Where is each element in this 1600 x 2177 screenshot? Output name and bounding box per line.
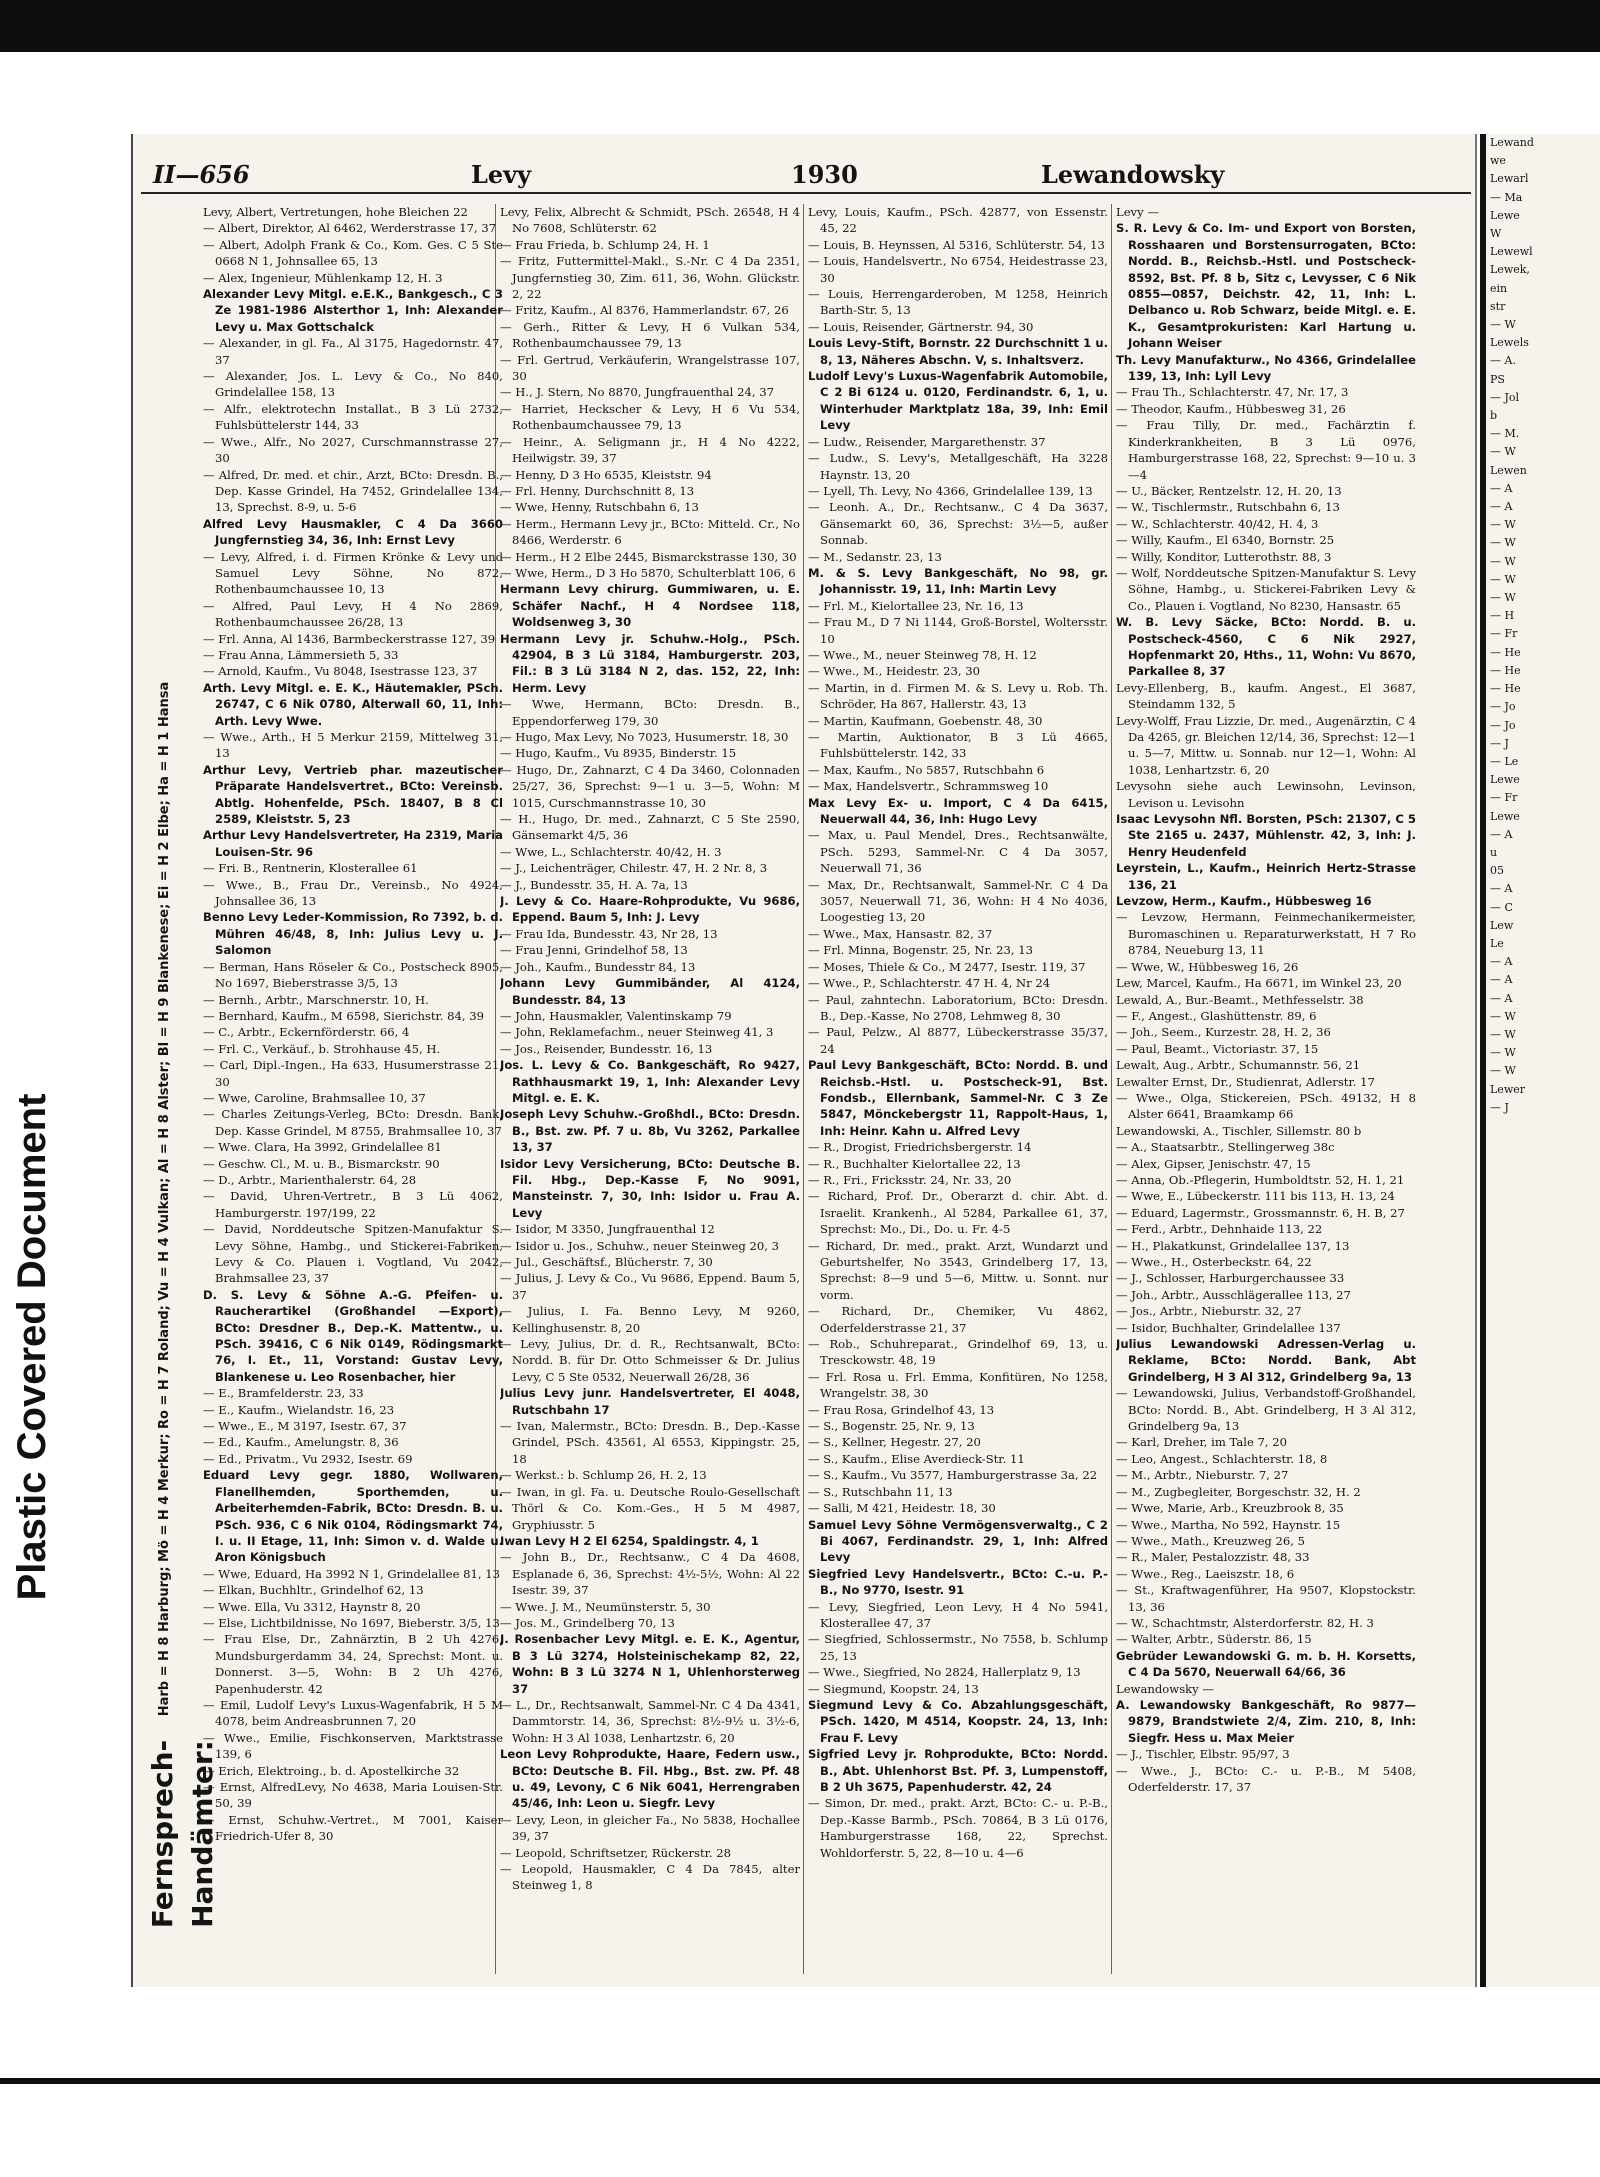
directory-entry: — Iwan, in gl. Fa. u. Deutsche Roulo-Gesellschaft Thörl & Co. Kom.-Ges., H 5 M 4987, Gryphiusstr. 5 bbox=[500, 1484, 800, 1532]
directory-entry: — Rob., Schuhreparat., Grindelhof 69, 13, u. Tresckowstr. 48, 19 bbox=[808, 1337, 1108, 1368]
directory-entry: — Martin, Kaufmann, Goebenstr. 48, 30 bbox=[808, 713, 1043, 728]
directory-entry: — Arnold, Kaufm., Vu 8048, Isestrasse 123, 37 bbox=[203, 664, 478, 679]
directory-entry: J. Rosenbacher Levy Mitgl. e. E. K., Agentur, B 3 Lü 3274, Holsteinischekamp 82, 22, Wohn: B 3 Lü 3274 N 1, Uhlenhorsterweg 37 bbox=[500, 1632, 800, 1696]
directory-entry: — John, Reklamefachm., neuer Steinweg 41, 3 bbox=[500, 1025, 774, 1040]
directory-entry: — U., Bäcker, Rentzelstr. 12, H. 20, 13 bbox=[1116, 483, 1342, 498]
column-divider bbox=[803, 204, 804, 1974]
directory-entry: — John, Hausmakler, Valentinskamp 79 bbox=[500, 1008, 732, 1023]
directory-entry: — Frau Else, Dr., Zahnärztin, B 2 Uh 4276, Mundsburgerdamm 34, 24, Sprechst: Mont. u. Donnerst. 3—5, Wohn: B 2 Uh 4276, Papenhuderstr. 42 bbox=[203, 1632, 503, 1696]
directory-entry: — Wwe., Math., Kreuzweg 26, 5 bbox=[1116, 1533, 1306, 1548]
adjacent-page-line: — A bbox=[1490, 973, 1513, 987]
adjacent-page-line: — Jo bbox=[1490, 700, 1516, 714]
directory-entry: — Wwe. Ella, Vu 3312, Haynstr 8, 20 bbox=[203, 1599, 421, 1614]
directory-entry: — Jos., Reisender, Bundesstr. 16, 13 bbox=[500, 1041, 713, 1056]
directory-entry: — Levy, Leon, in gleicher Fa., No 5838, Hochallee 39, 37 bbox=[500, 1812, 800, 1844]
directory-entry: Alfred Levy Hausmakler, C 4 Da 3660 Jungfernstieg 34, 36, Inh: Ernst Levy bbox=[203, 516, 503, 548]
directory-entry: — Frl. M., Kielortallee 23, Nr. 16, 13 bbox=[808, 598, 1024, 613]
adjacent-page-line: Lewer bbox=[1490, 1082, 1525, 1096]
directory-entry: Levy-Ellenberg, B., kaufm. Angest., El 3687, Steindamm 132, 5 bbox=[1116, 680, 1416, 712]
directory-entry: — St., Kraftwagenführer, Ha 9507, Klopstockstr. 13, 36 bbox=[1116, 1583, 1416, 1614]
directory-entry: — Frl. Rosa u. Frl. Emma, Konfitüren, No 1258, Wrangelstr. 38, 30 bbox=[808, 1369, 1108, 1401]
directory-entry: — J., Tischler, Elbstr. 95/97, 3 bbox=[1116, 1747, 1290, 1762]
directory-entry: — Max, Handelsvertr., Schrammsweg 10 bbox=[808, 779, 1049, 794]
column-2 bbox=[500, 204, 800, 1974]
directory-entry: — Max, Dr., Rechtsanwalt, Sammel-Nr. C 4 Da 3057, Neuerwall 71, 36, Wohn: H 4 No 4036, Loogestieg 13, 20 bbox=[808, 877, 1108, 925]
directory-entry: — Theodor, Kaufm., Hübbesweg 31, 26 bbox=[1116, 401, 1346, 416]
page-number: II—656 bbox=[153, 160, 250, 189]
adjacent-page-line: — He bbox=[1490, 663, 1521, 677]
directory-entry: — Wwe., Siegfried, No 2824, Hallerplatz 9, 13 bbox=[808, 1665, 1081, 1680]
directory-entry: Hermann Levy chirurg. Gummiwaren, u. E. Schäfer Nachf., H 4 Nordsee 118, Woldsenweg 3, 30 bbox=[500, 582, 800, 630]
header-right-word: Lewandowsky bbox=[1041, 160, 1225, 189]
directory-entry: — Leo, Angest., Schlachterstr. 18, 8 bbox=[1116, 1451, 1328, 1466]
adjacent-page-line: — W bbox=[1490, 572, 1516, 586]
directory-entry: Julius Lewandowski Adressen-Verlag u. Reklame, BCto: Nordd. Bank, Abt Grindelberg, H 3 Al 312, Grindelberg 9a, 13 bbox=[1116, 1337, 1416, 1384]
directory-entry: — Wwe., Emilie, Fischkonserven, Marktstrasse 139, 6 bbox=[203, 1730, 503, 1762]
adjacent-page-line: — C bbox=[1490, 900, 1513, 914]
directory-entry: — Alex, Ingenieur, Mühlenkamp 12, H. 3 bbox=[203, 270, 443, 285]
directory-entry: — Wwe. Clara, Ha 3992, Grindelallee 81 bbox=[203, 1140, 442, 1155]
adjacent-page-line: 05 bbox=[1490, 864, 1504, 878]
adjacent-page-line: — Fr bbox=[1490, 791, 1518, 805]
adjacent-page-line: — W bbox=[1490, 1046, 1516, 1060]
exchange-legend-title: Fernsprech-Handämter: bbox=[146, 1739, 219, 1929]
directory-entry: Th. Levy Manufakturw., No 4366, Grindelallee 139, 13, Inh: Lyll Levy bbox=[1116, 352, 1416, 384]
directory-entry: — Frau Frieda, b. Schlump 24, H. 1 bbox=[500, 237, 710, 252]
directory-entry: — Alexander, Jos. L. Levy & Co., No 840, Grindelallee 158, 13 bbox=[203, 369, 503, 400]
directory-entry: — Siegfried, Schlossermstr., No 7558, b. Schlump 25, 13 bbox=[808, 1632, 1108, 1663]
directory-entry: Lewandowsky — bbox=[1116, 1681, 1214, 1696]
adjacent-page-line: — J bbox=[1490, 736, 1509, 750]
directory-entry: — E., Bramfelderstr. 23, 33 bbox=[203, 1386, 364, 1401]
adjacent-page-line: — A bbox=[1490, 500, 1513, 514]
page-header bbox=[141, 158, 1471, 194]
directory-entry: — Julius, I. Fa. Benno Levy, M 9260, Kellinghusenstr. 8, 20 bbox=[500, 1304, 800, 1335]
directory-entry: — S., Kellner, Hegestr. 27, 20 bbox=[808, 1435, 981, 1450]
directory-entry: Siegmund Levy & Co. Abzahlungsgeschäft, PSch. 1420, M 4514, Koopstr. 24, 13, Inh: Frau F. Levy bbox=[808, 1697, 1108, 1745]
directory-entry: — John B., Dr., Rechtsanw., C 4 Da 4608, Esplanade 6, 36, Sprechst: 4½-5½, Wohn: Al 22 Isestr. 39, 37 bbox=[500, 1550, 800, 1598]
directory-entry: — Wwe., M., neuer Steinweg 78, H. 12 bbox=[808, 647, 1037, 662]
adjacent-page-line: — W bbox=[1490, 518, 1516, 532]
adjacent-page-line: — Jo bbox=[1490, 718, 1516, 732]
directory-entry: — Bernh., Arbtr., Marschnerstr. 10, H. bbox=[203, 992, 429, 1007]
column-divider bbox=[1111, 204, 1112, 1974]
directory-entry: — Leonh. A., Dr., Rechtsanw., C 4 Da 3637, Gänsemarkt 60, 36, Sprechst: 3½—5, außer Sonnab. bbox=[808, 500, 1108, 548]
adjacent-page-line: — M. bbox=[1490, 427, 1520, 441]
adjacent-page-line: — H bbox=[1490, 609, 1515, 623]
directory-entry: — Herm., H 2 Elbe 2445, Bismarckstrasse 130, 30 bbox=[500, 549, 797, 564]
directory-entry: — R., Fri., Fricksstr. 24, Nr. 33, 20 bbox=[808, 1172, 1012, 1187]
directory-entry: — Levzow, Hermann, Feinmechanikermeister, Buromaschinen u. Reparaturwerkstatt, H 7 Ro 8784, Neueburg 13, 11 bbox=[1116, 910, 1416, 958]
adjacent-page-line: — A bbox=[1490, 882, 1513, 896]
directory-entry: A. Lewandowsky Bankgeschäft, Ro 9877—9879, Brandstwiete 2/4, Zim. 210, 8, Inh: Siegfr. Hess u. Max Meier bbox=[1116, 1697, 1416, 1745]
directory-entry: — Fritz, Kaufm., Al 8376, Hammerlandstr. 67, 26 bbox=[500, 303, 789, 318]
directory-entry: — Wwe., Reg., Laeiszstr. 18, 6 bbox=[1116, 1566, 1295, 1581]
adjacent-page-line: — Fr bbox=[1490, 627, 1518, 641]
directory-entry: Lewandowski, A., Tischler, Sillemstr. 80 b bbox=[1116, 1123, 1362, 1138]
directory-entry: — Bernhard, Kaufm., M 6598, Sierichstr. 84, 39 bbox=[203, 1008, 485, 1023]
directory-entry: — Wwe., E., M 3197, Isestr. 67, 37 bbox=[203, 1419, 407, 1434]
directory-entry: — S., Bogenstr. 25, Nr. 9, 13 bbox=[808, 1419, 975, 1434]
directory-entry: — Wwe, Marie, Arb., Kreuzbrook 8, 35 bbox=[1116, 1501, 1344, 1516]
directory-entry: — Isidor, Buchhalter, Grindelallee 137 bbox=[1116, 1320, 1341, 1335]
adjacent-page-line: — W bbox=[1490, 445, 1516, 459]
exchange-legend: Harb = H 8 Harburg; Mö = H 4 Merkur; Ro = H 7 Roland; Vu = H 4 Vulkan; Al = H 8 Alster; Bl = H 9 Blankenese; Ei = H 2 Elbe; Ha = H 1 Hansa bbox=[157, 681, 172, 1717]
adjacent-page-line: — W bbox=[1490, 318, 1516, 332]
column-4 bbox=[1116, 204, 1416, 1974]
directory-entry: — Ernst, AlfredLevy, No 4638, Maria Louisen-Str. 50, 39 bbox=[203, 1780, 503, 1811]
directory-entry: — D., Arbtr., Marienthalerstr. 64, 28 bbox=[203, 1172, 417, 1187]
directory-entry: — Anna, Ob.-Pflegerin, Humboldtstr. 52, H. 1, 21 bbox=[1116, 1172, 1405, 1187]
directory-entry: — Gerh., Ritter & Levy, H 6 Vulkan 534, Rothenbaumchaussee 79, 13 bbox=[500, 319, 800, 351]
adjacent-page-line: — A. bbox=[1490, 354, 1516, 368]
adjacent-page-line: b bbox=[1490, 409, 1498, 423]
directory-entry: Lewald, A., Bur.-Beamt., Methfesselstr. 38 bbox=[1116, 992, 1364, 1007]
directory-entry: Levy-Wolff, Frau Lizzie, Dr. med., Augenärztin, C 4 Da 4265, gr. Bleichen 12/14, 36, Sprechst: 12—1 u. 5—7, Mittw. u. Sonnab. nur 12—1, Wohn: Al 1038, Lenhartzstr. 6, 20 bbox=[1116, 713, 1416, 777]
directory-entry: — Isidor u. Jos., Schuhw., neuer Steinweg 20, 3 bbox=[500, 1238, 779, 1253]
directory-entry: Paul Levy Bankgeschäft, BCto: Nordd. B. und Reichsb.-Hstl. u. Postscheck-91, Bst. Fondsb., Ellernbank, Sammel-Nr. C 3 Ze 5847, Mönckebergstr 11, Rappolt-Haus, 1, Inh: Heinr. Kahn u. Alfred Levy bbox=[808, 1058, 1108, 1138]
adjacent-page-line: Lew bbox=[1490, 918, 1514, 932]
directory-entry: — Wwe., H., Osterbeckstr. 64, 22 bbox=[1116, 1255, 1312, 1269]
adjacent-page-line: — A bbox=[1490, 827, 1513, 841]
directory-entry: — Levy, Siegfried, Leon Levy, H 4 No 5941, Klosterallee 47, 37 bbox=[808, 1599, 1108, 1630]
directory-entry: — Joh., Kaufm., Bundesstr 84, 13 bbox=[500, 959, 696, 974]
adjacent-page-line: Le bbox=[1490, 936, 1504, 950]
directory-entry: — Martin, Auktionator, B 3 Lü 4665, Fuhlsbüttelerstr. 142, 33 bbox=[808, 730, 1108, 761]
directory-entry: Hermann Levy jr. Schuhw.-Holg., PSch. 42904, B 3 Lü 3184, Hamburgerstr. 203, Fil.: B 3 Lü 3184 N 2, das. 152, 22, Inh: Herm. Levy bbox=[500, 631, 800, 695]
directory-entry: — Louis, Reisender, Gärtnerstr. 94, 30 bbox=[808, 319, 1034, 334]
directory-entry: — Charles Zeitungs-Verleg, BCto: Dresdn. Bank, Dep. Kasse Grindel, M 8755, Brahmsallee 10, 37 bbox=[203, 1107, 503, 1138]
directory-entry: Jos. L. Levy & Co. Bankgeschäft, Ro 9427, Rathhausmarkt 19, 1, Inh: Alexander Levy Mitgl. e. E. K. bbox=[500, 1058, 800, 1105]
directory-entry: — Frau Anna, Lämmersieth 5, 33 bbox=[203, 647, 399, 662]
directory-entry: — C., Arbtr., Eckernförderstr. 66, 4 bbox=[203, 1025, 410, 1040]
directory-entry: — Wwe., M., Heidestr. 23, 30 bbox=[808, 664, 981, 679]
directory-entry: Arth. Levy Mitgl. e. E. K., Häutemakler, PSch. 26747, C 6 Nik 0780, Alterwall 60, 11, Inh: Arth. Levy Wwe. bbox=[203, 680, 503, 728]
adjacent-page-line: ein bbox=[1490, 281, 1508, 295]
adjacent-page-line: — W bbox=[1490, 536, 1516, 550]
directory-entry: Levysohn siehe auch Lewinsohn, Levinson, Levison u. Levisohn bbox=[1116, 779, 1416, 810]
directory-entry: — Richard, Dr., Chemiker, Vu 4862, Oderfelderstrasse 21, 37 bbox=[808, 1304, 1108, 1335]
adjacent-page-line: — He bbox=[1490, 645, 1521, 659]
directory-entry: Isaac Levysohn Nfl. Borsten, PSch: 21307, C 5 Ste 2165 u. 2437, Mühlenstr. 42, 3, Inh: J. Henry Heudenfeld bbox=[1116, 812, 1416, 859]
adjacent-page-line: Lewe bbox=[1490, 773, 1520, 787]
directory-entry: Alexander Levy Mitgl. e.E.K., Bankgesch., C 3 Ze 1981-1986 Alsterthor 1, Inh: Alexander Levy u. Max Gottschalck bbox=[203, 287, 503, 334]
directory-entry: — Max, u. Paul Mendel, Dres., Rechtsanwälte, PSch. 5293, Sammel-Nr. C 4 Da 3057, Neuerwall 71, 36 bbox=[808, 828, 1108, 876]
directory-entry: — Max, Kaufm., No 5857, Rutschbahn 6 bbox=[808, 762, 1045, 777]
header-left-word: Levy bbox=[471, 160, 532, 189]
adjacent-page-line: — W bbox=[1490, 554, 1516, 568]
directory-entry: Leon Levy Rohprodukte, Haare, Federn usw., BCto: Deutsche B. Fil. Hbg., Bst. zw. Pf. 48 u. 49, Levony, C 6 Nik 6041, Herrengraben 45/46, Inh: Leon u. Siegfr. Levy bbox=[500, 1747, 800, 1811]
directory-entry: — Wwe., B., Frau Dr., Vereinsb., No 4924, Johnsallee 36, 13 bbox=[203, 877, 503, 909]
exchange-legend-strip bbox=[135, 484, 219, 1964]
directory-entry: — Eduard, Lagermstr., Grossmannstr. 6, H. B, 27 bbox=[1116, 1205, 1405, 1220]
directory-entry: — Siegmund, Koopstr. 24, 13 bbox=[808, 1681, 979, 1696]
directory-entry: — Joh., Arbtr., Ausschlägerallee 113, 27 bbox=[1116, 1287, 1351, 1302]
directory-entry: — Wwe, W., Hübbesweg 16, 26 bbox=[1116, 959, 1299, 974]
directory-entry: Gebrüder Lewandowski G. m. b. H. Korsetts, C 4 Da 5670, Neuerwall 64/66, 36 bbox=[1116, 1648, 1416, 1680]
directory-entry: — Wwe., Olga, Stickereien, PSch. 49132, H 8 Alster 6641, Braamkamp 66 bbox=[1116, 1090, 1416, 1122]
directory-entry: Sigfried Levy jr. Rohprodukte, BCto: Nordd. B., Abt. Uhlenhorst Bst. Pf. 3, Lumpenstoff, B 2 Uh 3675, Papenhuderstr. 42, 24 bbox=[808, 1747, 1108, 1794]
adjacent-page-line: — Ma bbox=[1490, 190, 1523, 204]
directory-entry: — Leopold, Hausmakler, C 4 Da 7845, alter Steinweg 1, 8 bbox=[500, 1862, 800, 1893]
directory-entry: — Hugo, Kaufm., Vu 8935, Binderstr. 15 bbox=[500, 746, 737, 761]
directory-entry: — Hugo, Dr., Zahnarzt, C 4 Da 3460, Colonnaden 25/27, 36, Sprechst: 9—1 u. 3—5, Wohn: M 1015, Curschmannstrasse 10, 30 bbox=[500, 762, 800, 810]
directory-entry: — Wwe, Henny, Rutschbahn 6, 13 bbox=[500, 500, 699, 515]
directory-entry: — Wwe, Caroline, Brahmsallee 10, 37 bbox=[203, 1090, 426, 1105]
directory-entry: — W., Schachtmstr, Alsterdorferstr. 82, H. 3 bbox=[1116, 1615, 1374, 1630]
directory-entry: — Carl, Dipl.-Ingen., Ha 633, Husumerstrasse 21, 30 bbox=[203, 1058, 503, 1089]
directory-entry: — Ed., Privatm., Vu 2932, Isestr. 69 bbox=[203, 1451, 413, 1466]
directory-entry: — H., Plakatkunst, Grindelallee 137, 13 bbox=[1116, 1238, 1350, 1253]
directory-entry: Lew, Marcel, Kaufm., Ha 6671, im Winkel 23, 20 bbox=[1116, 976, 1402, 991]
directory-entry: — Louis, Herrengarderoben, M 1258, Heinrich Barth-Str. 5, 13 bbox=[808, 287, 1108, 318]
directory-entry: — Wwe., J., BCto: C.- u. P.-B., M 5408, Oderfelderstr. 17, 37 bbox=[1116, 1763, 1416, 1794]
adjacent-page-line: u bbox=[1490, 845, 1498, 859]
directory-entry: — H., J. Stern, No 8870, Jungfrauenthal 24, 37 bbox=[500, 385, 774, 400]
directory-entry: — M., Sedanstr. 23, 13 bbox=[808, 549, 942, 564]
directory-entry: Isidor Levy Versicherung, BCto: Deutsche B. Fil. Hbg., Dep.-Kasse F, No 9091, Mansteinstr. 7, 30, Inh: Isidor u. Frau A. Levy bbox=[500, 1156, 800, 1220]
directory-entry: Arthur Levy, Vertrieb phar. mazeutischer Präparate Handelsvertret., BCto: Vereinsb. Abtlg. Hohenfelde, PSch. 18407, B 8 Cl 2589, Kleiststr. 5, 23 bbox=[203, 762, 503, 827]
directory-entry: — Heinr., A. Seligmann jr., H 4 No 4222, Heilwigstr. 39, 37 bbox=[500, 434, 800, 466]
directory-entry: — Wwe., Arth., H 5 Merkur 2159, Mittelweg 31, 13 bbox=[203, 730, 503, 761]
directory-entry: — S., Kaufm., Elise Averdieck-Str. 11 bbox=[808, 1451, 1025, 1466]
directory-entry: — Else, Lichtbildnisse, No 1697, Bieberstr. 3/5, 13 bbox=[203, 1615, 500, 1630]
directory-entry: S. R. Levy & Co. Im- und Export von Borsten, Rosshaaren und Borstensurrogaten, BCto: Nordd. B., Reichsb.-Hstl. und Postscheck-8592, Bst. Pf. 8 b, Sitz c, Levysser, C 6 Nik 0855—0857, Deichstr. 42, 11, Inh: L. Delbanco u. Rob Schwarz, beide Mitgl. e. E. K., Gesamtprokuristen: Karl Hartung u. Johann Weiser bbox=[1116, 221, 1416, 351]
directory-entry: — Harriet, Heckscher & Levy, H 6 Vu 534, Rothenbaumchaussee 79, 13 bbox=[500, 401, 800, 433]
directory-page bbox=[131, 134, 1475, 1987]
directory-entry: Joseph Levy Schuhw.-Großhdl., BCto: Dresdn. B., Bst. zw. Pf. 7 u. 8b, Vu 3262, Parkallee 13, 37 bbox=[500, 1107, 800, 1155]
directory-entry: Samuel Levy Söhne Vermögensverwaltg., C 2 Bi 4067, Ferdinandstr. 29, 1, Inh: Alfred Levy bbox=[808, 1517, 1108, 1565]
scan-bottom-border bbox=[0, 2078, 1600, 2084]
directory-entry: — Ferd., Arbtr., Dehnhaide 113, 22 bbox=[1116, 1222, 1323, 1237]
adjacent-page-line: Lewe bbox=[1490, 208, 1520, 222]
adjacent-page-line: — W bbox=[1490, 1027, 1516, 1041]
directory-entry: — Ed., Kaufm., Amelungstr. 8, 36 bbox=[203, 1435, 399, 1450]
adjacent-page-line: Lewels bbox=[1490, 336, 1529, 350]
directory-entry: Siegfried Levy Handelsvertr., BCto: C.-u. P.-B., No 9770, Isestr. 91 bbox=[808, 1566, 1108, 1598]
directory-entry: — M., Arbtr., Nieburstr. 7, 27 bbox=[1116, 1468, 1289, 1483]
directory-entry: — Julius, J. Levy & Co., Vu 9686, Eppend. Baum 5, 37 bbox=[500, 1271, 800, 1302]
adjacent-page-line: — He bbox=[1490, 682, 1521, 696]
directory-entry: — Willy, Kaufm., El 6340, Bornstr. 25 bbox=[1116, 533, 1335, 548]
directory-entry: — E., Kaufm., Wielandstr. 16, 23 bbox=[203, 1402, 395, 1417]
adjacent-page-line: we bbox=[1490, 154, 1506, 168]
adjacent-page-line: — W bbox=[1490, 591, 1516, 605]
directory-entry: — Wwe, Eduard, Ha 3992 N 1, Grindelallee 81, 13 bbox=[203, 1566, 501, 1581]
header-year: 1930 bbox=[791, 160, 858, 189]
directory-entry: — R., Buchhalter Kielortallee 22, 13 bbox=[808, 1156, 1021, 1171]
directory-entry: — David, Norddeutsche Spitzen-Manufaktur S. Levy Söhne, Hambg., und Stickerei-Fabriken, Levy & Co. Plauen i. Vogtland, Vu 2042, Brahmsallee 23, 37 bbox=[203, 1222, 503, 1286]
adjacent-page-line: — A bbox=[1490, 481, 1513, 495]
directory-entry: D. S. Levy & Söhne A.-G. Pfeifen- u. Raucherartikel (Großhandel —Export), BCto: Dresdner B., Dep.-K. Mattentw., u. PSch. 39416, C 6 Nik 0149, Rödingsmarkt 76, I. Et., 11, Vorstand: Gustav Levy, Blankenese u. Leo Rosenbacher, hier bbox=[203, 1287, 503, 1384]
directory-entry: — J., Bundesstr. 35, H. A. 7a, 13 bbox=[500, 877, 688, 892]
directory-entry: Lewalter Ernst, Dr., Studienrat, Adlerstr. 17 bbox=[1116, 1074, 1375, 1089]
directory-entry: Julius Levy junr. Handelsvertreter, El 4048, Rutschbahn 17 bbox=[500, 1386, 800, 1417]
adjacent-page-line: PS bbox=[1490, 372, 1505, 386]
directory-entry: — A., Staatsarbtr., Stellingerweg 38c bbox=[1116, 1140, 1335, 1155]
directory-entry: — Werkst.: b. Schlump 26, H. 2, 13 bbox=[500, 1468, 707, 1483]
adjacent-page-line: — A bbox=[1490, 991, 1513, 1005]
adjacent-page-line: Lewewl bbox=[1490, 245, 1533, 259]
directory-entry: — Frau Th., Schlachterstr. 47, Nr. 17, 3 bbox=[1116, 385, 1349, 400]
directory-entry: — Wwe, Hermann, BCto: Dresdn. B., Eppendorferweg 179, 30 bbox=[500, 697, 800, 728]
adjacent-page-line: Lewe bbox=[1490, 809, 1520, 823]
directory-entry: — Frau Rosa, Grindelhof 43, 13 bbox=[808, 1402, 995, 1417]
adjacent-page-line: Lewand bbox=[1490, 136, 1534, 149]
directory-entry: Leyrstein, L., Kaufm., Heinrich Hertz-Strasse 136, 21 bbox=[1116, 861, 1416, 892]
directory-entry: — Jul., Geschäftsf., Blücherstr. 7, 30 bbox=[500, 1255, 713, 1269]
directory-entry: — Albert, Direktor, Al 6462, Werderstrasse 17, 37 bbox=[203, 221, 497, 236]
directory-entry: — Alex, Gipser, Jenischstr. 47, 15 bbox=[1116, 1156, 1311, 1171]
adjacent-page-line: — W bbox=[1490, 1064, 1516, 1078]
directory-entry: Louis Levy-Stift, Bornstr. 22 Durchschnitt 1 u. 8, 13, Näheres Abschn. V, s. Inhaltsverz. bbox=[808, 336, 1108, 367]
directory-entry: — J., Schlosser, Harburgerchaussee 33 bbox=[1116, 1271, 1345, 1286]
directory-entry: — Jos., Arbtr., Nieburstr. 32, 27 bbox=[1116, 1304, 1302, 1319]
adjacent-page-line: — A bbox=[1490, 955, 1513, 969]
directory-entry: — Martin, in d. Firmen M. & S. Levy u. Rob. Th. Schröder, Ha 867, Hallerstr. 43, 13 bbox=[808, 680, 1108, 712]
directory-entry: — Albert, Adolph Frank & Co., Kom. Ges. C 5 Ste 0668 N 1, Johnsallee 65, 13 bbox=[203, 237, 503, 269]
directory-entry: — Herm., Hermann Levy jr., BCto: Mitteld. Cr., No 8466, Werderstr. 6 bbox=[500, 516, 800, 548]
directory-entry: Levy, Albert, Vertretungen, hohe Bleichen 22 bbox=[203, 205, 468, 219]
adjacent-page-line: W bbox=[1490, 227, 1502, 241]
directory-entry: Eduard Levy gegr. 1880, Wollwaren, Flanellhemden, Sporthemden, u. Arbeiterhemden-Fabrik, BCto: Dresdn. B. u. PSch. 936, C 6 Nik 0104, Rödingsmarkt 74, I. u. II Etage, 11, Inh: Simon v. d. Walde u. Aron Königsbuch bbox=[203, 1468, 503, 1565]
directory-entry: — Frau Ida, Bundesstr. 43, Nr 28, 13 bbox=[500, 926, 718, 941]
adjacent-page-line: — J bbox=[1490, 1100, 1509, 1114]
directory-entry: — Wwe., P., Schlachterstr. 47 H. 4, Nr 24 bbox=[808, 976, 1051, 991]
directory-entry: W. B. Levy Säcke, BCto: Nordd. B. u. Postscheck-4560, C 6 Nik 2927, Hopfenmarkt 20, Hths., 11, Wohn: Vu 8670, Parkallee 8, 37 bbox=[1116, 615, 1416, 679]
directory-entry: — Hugo, Max Levy, No 7023, Husumerstr. 18, 30 bbox=[500, 730, 789, 744]
directory-entry: — Frl. Gertrud, Verkäuferin, Wrangelstrasse 107, 30 bbox=[500, 352, 800, 384]
column-3 bbox=[808, 204, 1108, 1974]
directory-entry: — David, Uhren-Vertretr., B 3 Lü 4062, Hamburgerstr. 197/199, 22 bbox=[203, 1189, 503, 1220]
directory-entry: — Alfr., elektrotechn Installat., B 3 Lü 2732, Fuhlsbüttelerstr 144, 33 bbox=[203, 401, 503, 433]
adjacent-page-line: — Jol bbox=[1490, 390, 1520, 404]
directory-entry: Max Levy Ex- u. Import, C 4 Da 6415, Neuerwall 44, 36, Inh: Hugo Levy bbox=[808, 795, 1108, 827]
directory-entry: Iwan Levy H 2 El 6254, Spaldingstr. 4, 1 bbox=[500, 1533, 759, 1548]
directory-entry: — Frau Jenni, Grindelhof 58, 13 bbox=[500, 943, 688, 958]
directory-entry: — Joh., Seem., Kurzestr. 28, H. 2, 36 bbox=[1116, 1025, 1331, 1040]
scan-top-border bbox=[0, 0, 1600, 52]
directory-entry: — M., Zugbegleiter, Borgeschstr. 32, H. 2 bbox=[1116, 1484, 1361, 1499]
directory-entry: — Frl. Anna, Al 1436, Barmbeckerstrasse 127, 39 bbox=[203, 631, 496, 646]
directory-entry: — Frl. Henny, Durchschnitt 8, 13 bbox=[500, 483, 695, 498]
directory-entry: — Frl. Minna, Bogenstr. 25, Nr. 23, 13 bbox=[808, 943, 1034, 958]
directory-entry: — R., Maler, Pestalozzistr. 48, 33 bbox=[1116, 1550, 1310, 1565]
directory-entry: — Ernst, Schuhw.-Vertret., M 7001, Kaiser Friedrich-Ufer 8, 30 bbox=[203, 1812, 503, 1844]
directory-entry: — Richard, Prof. Dr., Oberarzt d. chir. Abt. d. Israelit. Krankenh., Al 5284, Parkallee 61, 37, Sprechst: Mo., Di., Do. u. Fr. 4-5 bbox=[808, 1189, 1108, 1237]
directory-entry: — Wwe, E., Lübeckerstr. 111 bis 113, H. 13, 24 bbox=[1116, 1189, 1395, 1204]
directory-entry: — L., Dr., Rechtsanwalt, Sammel-Nr. C 4 Da 4341, Dammtorstr. 14, 36, Sprechst: 8½-9½ u. 3½-6, Wohn: H 3 Al 1038, Lenhartzstr. 6, 20 bbox=[500, 1697, 800, 1745]
directory-entry: — Leopold, Schriftsetzer, Rückerstr. 28 bbox=[500, 1845, 732, 1860]
directory-entry: — Fritz, Futtermittel-Makl., S.-Nr. C 4 Da 2351, Jungfernstieg 30, Zim. 611, 36, Wohn. Glückstr. 2, 22 bbox=[500, 254, 800, 302]
adjacent-page-line: str bbox=[1490, 299, 1506, 313]
directory-entry: — Lewandowski, Julius, Verbandstoff-Großhandel, BCto: Nordd. B., Abt. Grindelberg, H 3 Al 312, Grindelberg 9a, 13 bbox=[1116, 1386, 1416, 1434]
directory-entry: — Richard, Dr. med., prakt. Arzt, Wundarzt und Geburtshelfer, No 3543, Grindelberg 17, 13, Sprechst: 8—9 und 5—6, Mittw. u. Sonnt. nur vorm. bbox=[808, 1238, 1108, 1302]
directory-entry: — Wolf, Norddeutsche Spitzen-Manufaktur S. Levy Söhne, Hambg., u. Stickerei-Fabriken Levy & Co., Plauen i. Vogtland, No 8230, Hansastr. 65 bbox=[1116, 565, 1416, 613]
directory-entry: — Jos. M., Grindelberg 70, 13 bbox=[500, 1615, 675, 1630]
column-1 bbox=[203, 204, 503, 1974]
directory-entry: — Frau M., D 7 Ni 1144, Groß-Borstel, Woltersstr. 10 bbox=[808, 615, 1108, 646]
directory-entry: — Fri. B., Rentnerin, Klosterallee 61 bbox=[203, 861, 418, 876]
adjacent-page-line: Lewek, bbox=[1490, 263, 1530, 277]
directory-entry: — Wwe, Herm., D 3 Ho 5870, Schulterblatt 106, 6 bbox=[500, 565, 796, 580]
directory-entry: — W., Schlachterstr. 40/42, H. 4, 3 bbox=[1116, 516, 1319, 531]
directory-entry: — Geschw. Cl., M. u. B., Bismarckstr. 90 bbox=[203, 1156, 440, 1171]
directory-entry: Johann Levy Gummibänder, Al 4124, Bundesstr. 84, 13 bbox=[500, 976, 800, 1007]
directory-entry: — S., Kaufm., Vu 3577, Hamburgerstrasse 3a, 22 bbox=[808, 1468, 1098, 1483]
directory-entry: — Emil, Ludolf Levy's Luxus-Wagenfabrik, H 5 M 4078, beim Andreasbrunnen 7, 20 bbox=[203, 1697, 503, 1729]
directory-entry: — R., Drogist, Friedrichsbergerstr. 14 bbox=[808, 1140, 1032, 1155]
directory-entry: — Elkan, Buchhltr., Grindelhof 62, 13 bbox=[203, 1583, 424, 1598]
directory-entry: — Berman, Hans Röseler & Co., Postscheck 8905, No 1697, Bieberstrasse 3/5, 13 bbox=[203, 959, 503, 991]
directory-entry: — Louis, Handelsvertr., No 6754, Heidestrasse 23, 30 bbox=[808, 254, 1108, 285]
directory-entry: Levzow, Herm., Kaufm., Hübbesweg 16 bbox=[1116, 894, 1372, 909]
directory-entry: — Louis, B. Heynssen, Al 5316, Schlüterstr. 54, 13 bbox=[808, 237, 1105, 252]
directory-entry: — Simon, Dr. med., prakt. Arzt, BCto: C.- u. P.-B., Dep.-Kasse Barmb., PSch. 70864, B 3 Lü 0176, Hamburgerstrasse 168, 22, Sprechst. Wohldorferstr. 5, 22, 8—10 u. 4—6 bbox=[808, 1796, 1108, 1860]
directory-entry: — Lyell, Th. Levy, No 4366, Grindelallee 139, 13 bbox=[808, 483, 1093, 498]
directory-entry: J. Levy & Co. Haare-Rohprodukte, Vu 9686, Eppend. Baum 5, Inh: J. Levy bbox=[500, 894, 800, 925]
directory-entry: Benno Levy Leder-Kommission, Ro 7392, b. d. Mühren 46/48, 8, Inh: Julius Levy u. J. Salomon bbox=[203, 910, 503, 958]
directory-entry: — Wwe., Max, Hansastr. 82, 37 bbox=[808, 926, 993, 941]
directory-entry: — Wwe., Alfr., No 2027, Curschmannstrasse 27, 30 bbox=[203, 434, 503, 466]
directory-entry: — Henny, D 3 Ho 6535, Kleiststr. 94 bbox=[500, 467, 712, 482]
adjacent-page-line: — W bbox=[1490, 1009, 1516, 1023]
adjacent-page-line: Lewarl bbox=[1490, 172, 1529, 186]
directory-entry: — Wwe., Martha, No 592, Haynstr. 15 bbox=[1116, 1517, 1341, 1532]
directory-entry: — Paul, Beamt., Victoriastr. 37, 15 bbox=[1116, 1041, 1319, 1056]
directory-entry: — F., Angest., Glashüttenstr. 89, 6 bbox=[1116, 1008, 1317, 1023]
directory-entry: — Paul, Pelzw., Al 8877, Lübeckerstrasse 35/37, 24 bbox=[808, 1025, 1108, 1056]
directory-entry: Levy — bbox=[1116, 205, 1159, 219]
directory-entry: Levy, Felix, Albrecht & Schmidt, PSch. 26548, H 4 No 7608, Schlüterstr. 62 bbox=[500, 205, 800, 236]
directory-entry: — Ivan, Malermstr., BCto: Dresdn. B., Dep.-Kasse Grindel, PSch. 43561, Al 6553, Kippingstr. 25, 18 bbox=[500, 1419, 800, 1466]
directory-entry: — Willy, Konditor, Lutterothstr. 88, 3 bbox=[1116, 549, 1332, 564]
directory-entry: — H., Hugo, Dr. med., Zahnarzt, C 5 Ste 2590, Gänsemarkt 4/5, 36 bbox=[500, 812, 800, 843]
directory-entry: — W., Tischlermstr., Rutschbahn 6, 13 bbox=[1116, 500, 1340, 515]
directory-entry: — Frau Tilly, Dr. med., Fachärztin f. Kinderkrankheiten, B 3 Lü 0976, Hamburgerstrasse 168, 22, Sprechst: 9—10 u. 3—4 bbox=[1116, 418, 1416, 482]
directory-entry: — Ludw., Reisender, Margarethenstr. 37 bbox=[808, 434, 1046, 449]
directory-entry: Arthur Levy Handelsvertreter, Ha 2319, Maria Louisen-Str. 96 bbox=[203, 828, 503, 859]
directory-entry: — Ludw., S. Levy's, Metallgeschäft, Ha 3228 Haynstr. 13, 20 bbox=[808, 451, 1108, 482]
directory-entry: — Wwe, L., Schlachterstr. 40/42, H. 3 bbox=[500, 844, 722, 859]
directory-entry: — S., Rutschbahn 11, 13 bbox=[808, 1484, 953, 1499]
directory-entry: — Alexander, in gl. Fa., Al 3175, Hagedornstr. 47, 37 bbox=[203, 336, 503, 367]
directory-entry: — Isidor, M 3350, Jungfrauenthal 12 bbox=[500, 1222, 715, 1237]
directory-entry: Lewalt, Aug., Arbtr., Schumannstr. 56, 21 bbox=[1116, 1058, 1361, 1073]
directory-entry: — Salli, M 421, Heidestr. 18, 30 bbox=[808, 1501, 996, 1516]
directory-entry: M. & S. Levy Bankgeschäft, No 98, gr. Johannisstr. 19, 11, Inh: Martin Levy bbox=[808, 565, 1108, 597]
directory-entry: — Alfred, Paul Levy, H 4 No 2869, Rothenbaumchaussee 26/28, 13 bbox=[203, 598, 503, 630]
adjacent-page-edge bbox=[1480, 134, 1600, 1987]
directory-entry: — Alfred, Dr. med. et chir., Arzt, BCto: Dresdn. B., Dep. Kasse Grindel, Ha 7452, Grindelallee 134, 13, Sprechst. 8-9, u. 5-6 bbox=[203, 467, 503, 515]
directory-entry: — Paul, zahntechn. Laboratorium, BCto: Dresdn. B., Dep.-Kasse, No 2708, Lehmweg 8, 30 bbox=[808, 992, 1108, 1023]
directory-entry: — Levy, Alfred, i. d. Firmen Krönke & Levy und Samuel Levy Söhne, No 872, Rothenbaumchaussee 10, 13 bbox=[203, 549, 503, 597]
directory-entry: — Frl. C., Verkäuf., b. Strohhause 45, H. bbox=[203, 1041, 441, 1056]
directory-entry: — Moses, Thiele & Co., M 2477, Isestr. 119, 37 bbox=[808, 959, 1086, 974]
directory-entry: Ludolf Levy's Luxus-Wagenfabrik Automobile, C 2 Bi 6124 u. 0120, Ferdinandstr. 6, 1, u. Winterhuder Marktplatz 18a, 39, Inh: Emil Levy bbox=[808, 369, 1108, 433]
directory-entry: — Karl, Dreher, im Tale 7, 20 bbox=[1116, 1435, 1288, 1450]
directory-entry: — Walter, Arbtr., Süderstr. 86, 15 bbox=[1116, 1632, 1312, 1647]
adjacent-page-line: Lewen bbox=[1490, 463, 1527, 477]
directory-entry: Levy, Louis, Kaufm., PSch. 42877, von Essenstr. 45, 22 bbox=[808, 205, 1108, 236]
directory-entry: — Wwe. J. M., Neumünsterstr. 5, 30 bbox=[500, 1599, 711, 1614]
directory-entry: — Levy, Julius, Dr. d. R., Rechtsanwalt, BCto: Nordd. B. für Dr. Otto Schmeisser & Dr. Julius Levy, C 5 Ste 0532, Neuerwall 26/28, 36 bbox=[500, 1337, 800, 1384]
directory-entry: — J., Leichenträger, Chilestr. 47, H. 2 Nr. 8, 3 bbox=[500, 861, 768, 876]
side-label: Plastic Covered Document bbox=[9, 1093, 54, 1601]
directory-entry: — Erich, Elektroing., b. d. Apostelkirche 32 bbox=[203, 1763, 460, 1778]
adjacent-page-line: — Le bbox=[1490, 754, 1519, 768]
